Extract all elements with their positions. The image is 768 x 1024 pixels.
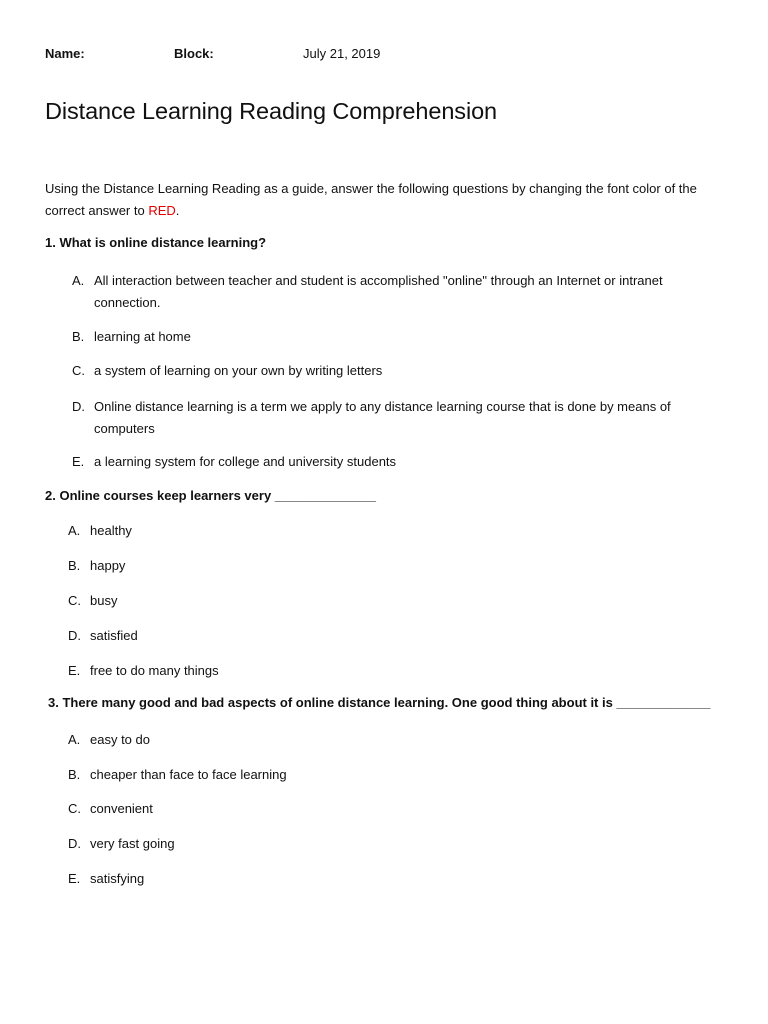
option-text: easy to do (90, 732, 150, 747)
red-keyword: RED (148, 203, 176, 218)
question-1-option-d[interactable] (72, 396, 722, 440)
option-text: very fast going (90, 836, 175, 851)
option-letter: B. (72, 329, 85, 344)
option-letter: E. (68, 663, 81, 678)
question-1-option-a[interactable] (72, 270, 722, 314)
option-letter: A. (72, 273, 85, 288)
question-3-title: 3. There many good and bad aspects of online distance learning. One good thing about it is _____________ (48, 695, 711, 710)
option-text: happy (90, 558, 126, 573)
option-text: a system of learning on your own by writing letters (94, 363, 383, 378)
page-title: Distance Learning Reading Comprehension (45, 98, 498, 124)
option-letter: C. (68, 593, 81, 608)
block-label: Block: (174, 46, 214, 61)
option-text: a learning system for college and university students (94, 454, 397, 469)
option-letter: D. (68, 836, 81, 851)
option-letter: B. (68, 767, 81, 782)
option-text: cheaper than face to face learning (90, 767, 287, 782)
question-1-title: 1. What is online distance learning? (45, 235, 267, 250)
question-2-title: 2. Online courses keep learners very ______________ (45, 488, 377, 503)
header-row (45, 46, 725, 64)
option-letter: C. (72, 363, 85, 378)
instructions-paragraph (45, 178, 725, 222)
option-letter: C. (68, 801, 81, 816)
option-text: free to do many things (90, 663, 219, 678)
option-letter: D. (72, 399, 85, 414)
option-text: busy (90, 593, 118, 608)
option-text: Online distance learning is a term we apply to any distance learning course that is done by means of computers (94, 399, 671, 436)
option-letter: E. (72, 454, 85, 469)
name-label: Name: (45, 46, 85, 61)
option-letter: B. (68, 558, 81, 573)
option-letter: A. (68, 732, 81, 747)
instructions-text: Using the Distance Learning Reading as a guide, answer the following questions by changing the font color of the correct answer to (45, 181, 697, 218)
instructions-end: . (175, 203, 180, 218)
option-letter: A. (68, 523, 81, 538)
option-text: convenient (90, 801, 153, 816)
option-letter: E. (68, 871, 81, 886)
date-text: July 21, 2019 (303, 46, 381, 61)
option-text: satisfying (90, 871, 145, 886)
option-letter: D. (68, 628, 81, 643)
option-text: satisfied (90, 628, 138, 643)
option-text: All interaction between teacher and student is accomplished "online" through an Internet or intranet connection. (94, 273, 663, 310)
option-text: healthy (90, 523, 132, 538)
option-text: learning at home (94, 329, 191, 344)
